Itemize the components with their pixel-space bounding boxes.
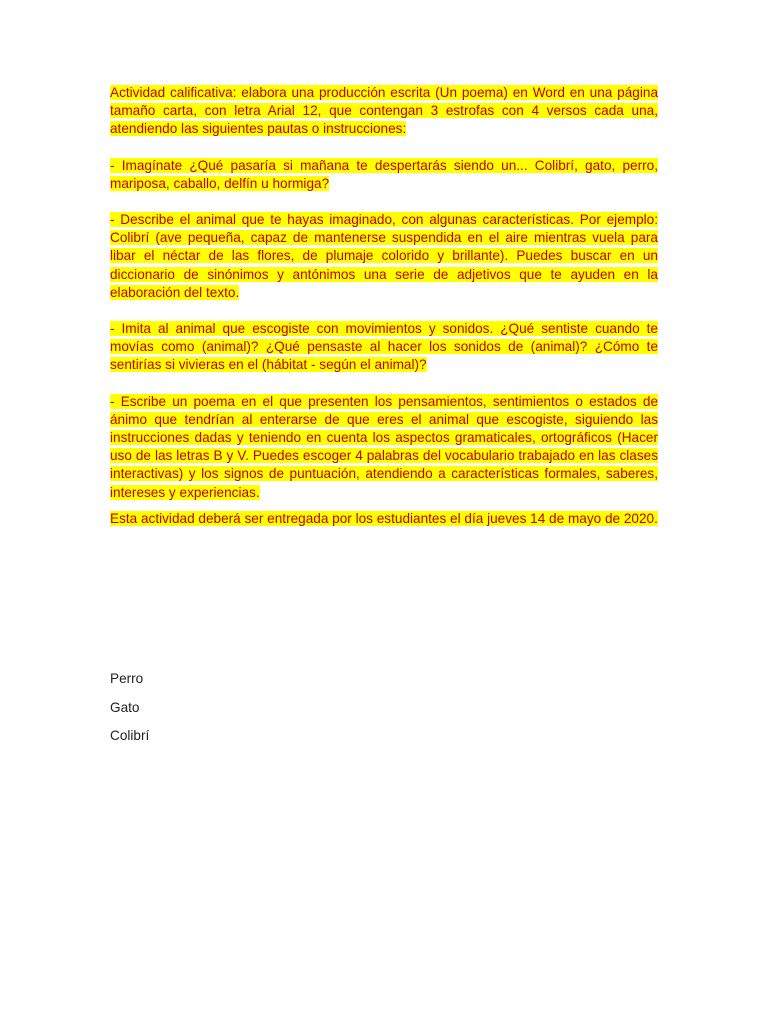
list-item: Perro [110, 671, 144, 686]
imitate-text: - Imita al animal que escogiste con movimientos y sonidos. ¿Qué sentiste cuando te movías como (animal)? ¿Qué pensaste al hacer los sonidos de (animal)? ¿Cómo te sentirías si vivieras en el (hábitat - según el animal)? [110, 321, 658, 373]
imagine-text: - Imagínate ¿Qué pasaría si mañana te despertarás siendo un... Colibrí, gato, perro, mariposa, caballo, delfín u hormiga? [110, 157, 658, 191]
instruction-describe [110, 211, 658, 302]
write-poem-text: - Escribe un poema en el que presenten los pensamientos, sentimientos o estados de ánimo que tendrían al enterarse de que eres el animal que escogiste, siguiendo las instrucciones dadas y teniendo en cuenta los aspectos gramaticales, ortográficos (Hacer uso de las letras B y V. Puedes escoger 4 palabras del vocabulario trabajado en las clases interactivas) y los signos de puntuación, atendiendo a características formales, saberes, intereses y experiencias. [110, 393, 658, 500]
instruction-write-poem [110, 393, 658, 502]
list-item: Gato [110, 699, 140, 715]
document-body [110, 84, 658, 546]
instruction-imitate [110, 320, 658, 375]
delivery-text: Esta actividad deberá ser entregada por los estudiantes el día jueves 14 de mayo de 2020. [110, 510, 658, 526]
describe-text: - Describe el animal que te hayas imaginado, con algunas características. Por ejemplo: Colibrí (ave pequeña, capaz de mantenerse suspendida en el aire mientras vuela para libar el néctar de las flores, de plumaje colorido y brillante). Puedes buscar en un diccionario de sinónimos y antónimos una serie de adjetivos que te ayuden en la elaboración del texto. [110, 212, 658, 300]
intro-text: Actividad calificativa: elabora una producción escrita (Un poema) en Word en una página tamaño carta, con letra Arial 12, que contengan 3 estrofas con 4 versos cada una, atendiendo las siguientes pautas o instrucciones: [110, 85, 658, 137]
delivery-date-note [110, 510, 658, 528]
animal-list [110, 670, 149, 756]
instruction-imagine [110, 157, 658, 193]
activity-intro-paragraph [110, 84, 658, 139]
list-item: Colibrí [110, 728, 150, 743]
